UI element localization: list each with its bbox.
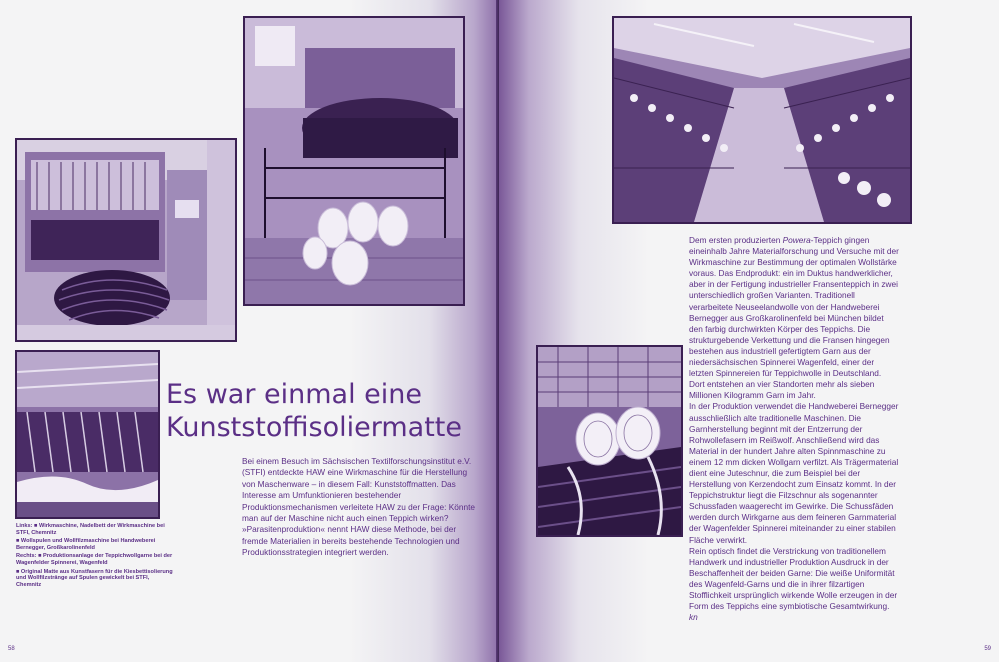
photo-knitting-machine xyxy=(15,138,237,342)
photo-mat-and-spools xyxy=(536,345,683,537)
paragraph-3 xyxy=(689,546,899,624)
paragraph-1 xyxy=(689,235,899,401)
photo-needle-bed xyxy=(15,350,160,519)
article-headline xyxy=(166,378,486,444)
main-body-text xyxy=(689,235,899,623)
paragraph-1-rest: -Teppich gingen eineinhalb Jahre Materialforschung und Versuche mit der Wirkmaschine zur Bestimmung der optimalen Wollstärke voraus. Das Endprodukt: ein im Duktus handwerklicher, aber in der Fertigung industrieller Fransenteppich in zwei unterschiedlich großen Varianten. Traditionell verarbeitete Neuseelandwolle von der Handweberei Bernegger aus Großkarolinenfeld bei München bildet den farbig durchwirkten Körper des Teppichs. Die strukturgebende Verkettung und die Fransen hingegen bestehen aus industriell gefertigtem Garn aus der niedersächsischen Spinnerei Wagenfeld, einer der letzten Spinnereien für Teppichwolle in Deutschland. Dort entstehen an vier Standorten mehr als sieben Millionen Kilogramm Garn im Jahr. xyxy=(689,235,899,401)
caption-2: ■ Wollspulen und Wollfilzmaschine bei Handweberei Bernegger, Großkarolinenfeld xyxy=(16,538,156,551)
author-signature: kn xyxy=(689,612,698,623)
product-name: Powera xyxy=(782,235,811,245)
paragraph-1-start: Dem ersten produzierten xyxy=(689,235,783,245)
headline-line-2: Kunststoffisoliermatte xyxy=(166,412,462,443)
caption-4: ■ Original Matte aus Kunstfasern für die Kiesbettisolierung und Wollfilzstränge auf Spulen gewickelt bei STFI, Chemnitz xyxy=(16,568,173,588)
caption-1: Links: ■ Wirkmaschine, Nadelbett der Wirkmaschine bei STFI, Chemnitz xyxy=(16,523,165,536)
photo-captions xyxy=(16,523,174,590)
photo-wool-spools xyxy=(243,16,465,306)
paragraph-3-text: Rein optisch findet die Verstrickung von traditionellem Handwerk und industrieller Produktion Ausdruck in der Beschaffenheit der beiden Garne: Die weiße Uniformität des Wagenfeld-Garns und die in ihrer filzartigen Stofflichkeit ursprünglich wirkende Wolle erzeugen in der Form des Teppichs eine symbiotische Gesamtwirkung. xyxy=(689,545,898,612)
page-number-left: 58 xyxy=(8,646,15,652)
caption-3: Rechts: ■ Produktionsanlage der Teppichwollgarne bei der Wagenfelder Spinnerei, Wagenfeld xyxy=(16,553,173,566)
intro-paragraph xyxy=(242,456,482,559)
headline-line-1: Es war einmal eine xyxy=(166,379,423,410)
left-page xyxy=(0,0,499,662)
page-number-right: 59 xyxy=(984,646,991,652)
intro-text: Bei einem Besuch im Sächsischen Textilforschungsinstitut e.V. (STFI) entdeckte HAW eine Wirkmaschine für die Herstellung von Maschenware – in diesem Fall: Kunststoffmatten. Das Interesse am Umfunktionieren bestehender Produktionsmechanismen verleitete HAW zu der Frage: Könnte man auf der Maschine nicht auch einen Teppich wirken? »Parasitenproduktion« nennt HAW diese Methode, bei der fremde Materialien in bereits bestehende Technologien und Produktionsstrategien integriert werden. xyxy=(242,456,476,558)
photo-spinning-mill xyxy=(612,16,912,224)
paragraph-2: In der Produktion verwendet die Handweberei Bernegger ausschließlich alte traditionelle Maschinen. Die Garnherstellung beginnt mit der Entzerrung der Rohwollefasern im Reißwolf. Anschließend wird das Material in der hundert Jahre alten Spinnmaschine zu einem 12 mm dicken Wollgarn verfilzt. Als Trägermaterial dient eine Juteschnur, die zum Beispiel bei der Herstellung von Kerzendocht zum Einsatz kommt. In der Teppichstruktur liegt die Filzschnur als sogenannter Schussfaden waagerecht im Gewirke. Die Schussfäden werden durch Wirkgarne aus dem feineren Garnmaterial der Wagenfelder Spinnerei miteinander zu einer stabilen Fläche verwirkt. xyxy=(689,401,899,545)
right-page xyxy=(499,0,999,662)
